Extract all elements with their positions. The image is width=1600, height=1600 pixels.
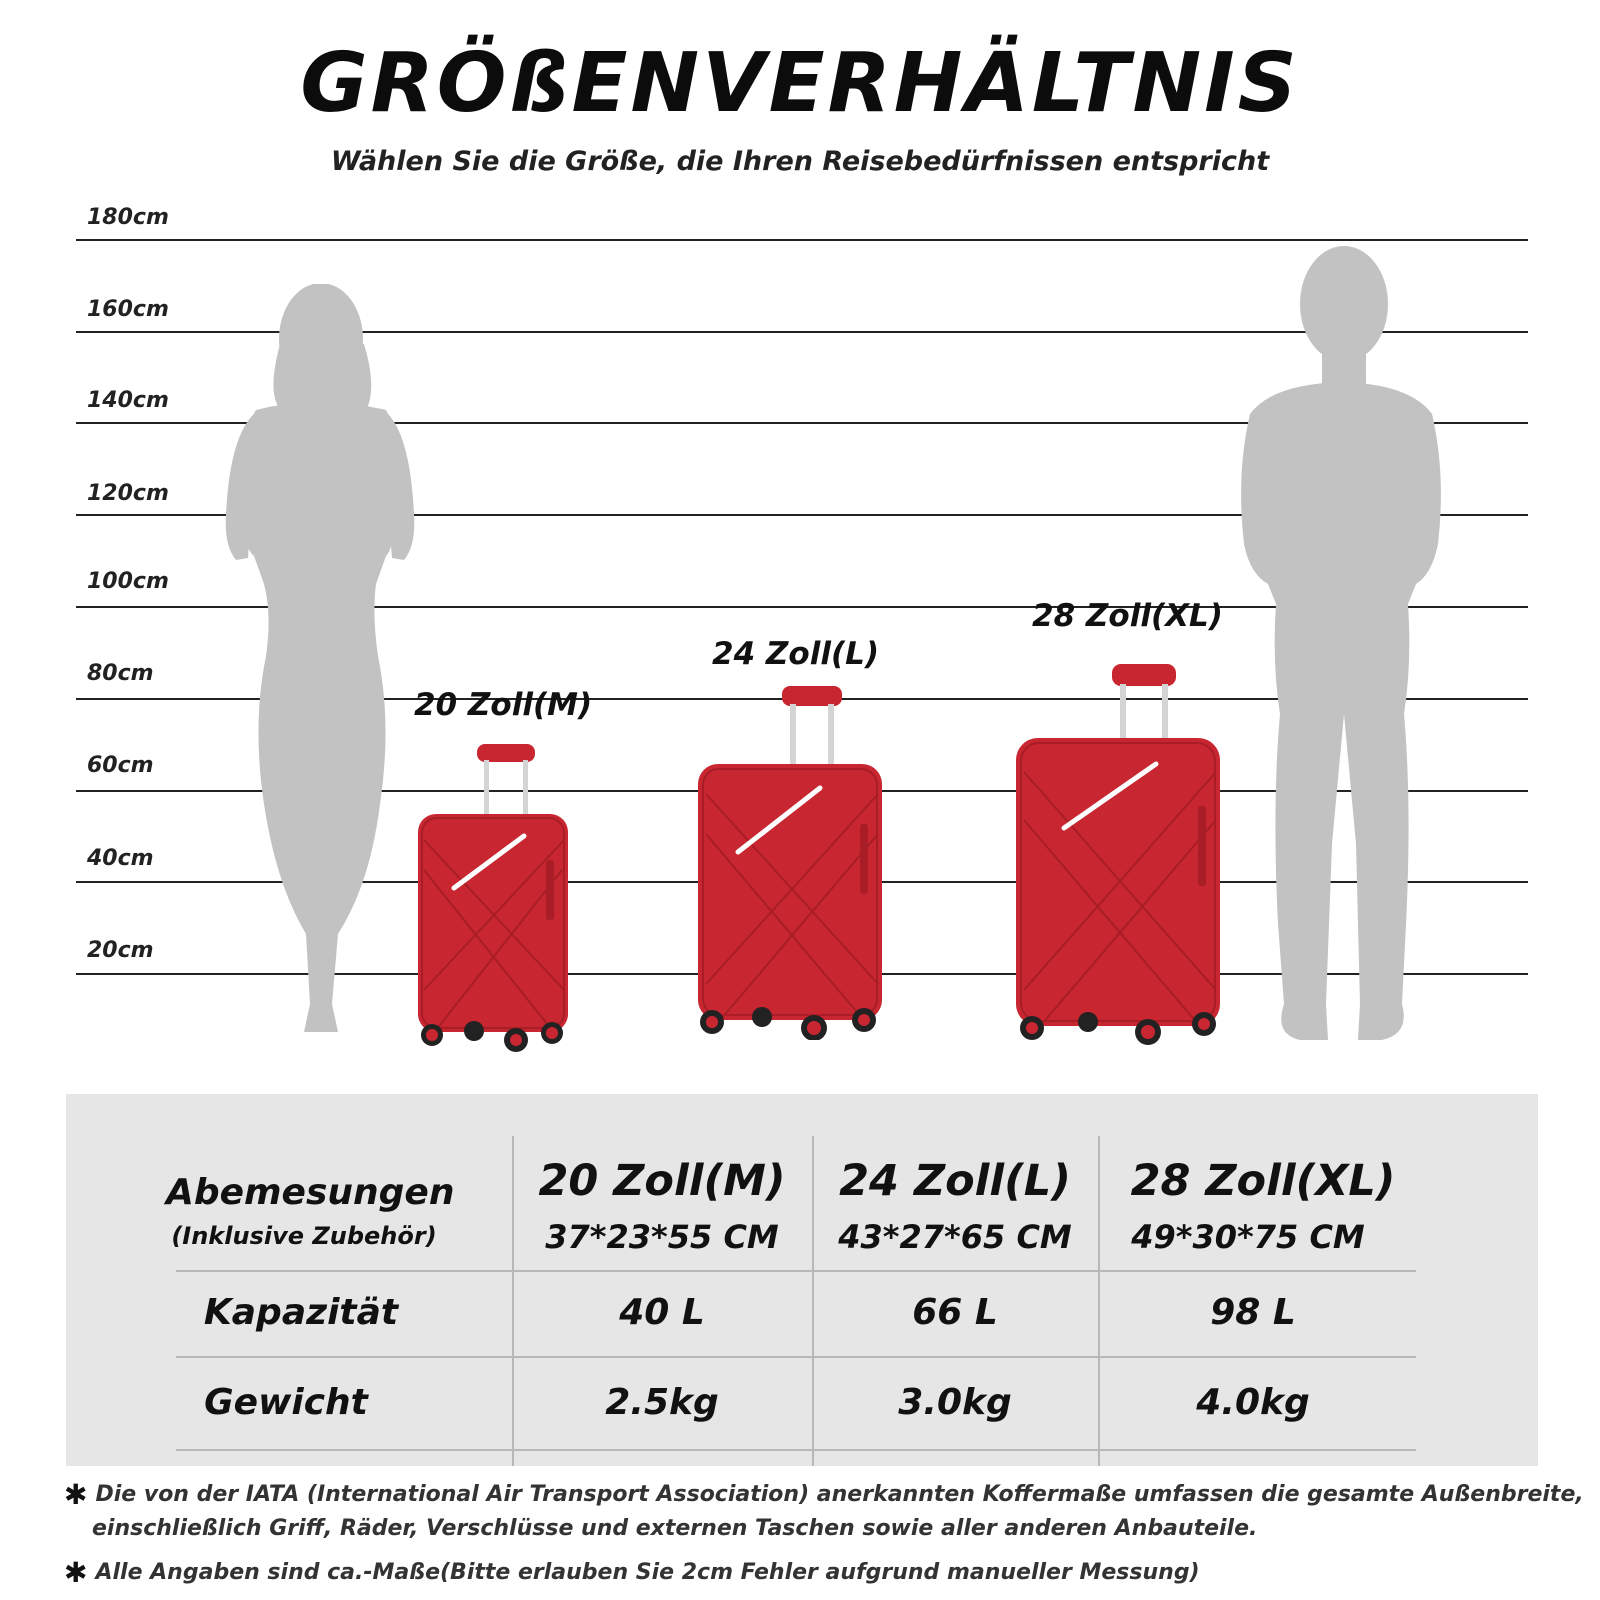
scale-label-60: 60cm [87,753,154,778]
scale-line-180 [76,239,1528,241]
scale-label-20: 20cm [87,938,154,963]
dimensions-xl: 49*30*75 CM [1131,1218,1365,1256]
suitcase-icon [692,684,888,1040]
column-header-xl: 28 Zoll(XL) [1130,1156,1396,1206]
footnote-iata: ✱ Die von der IATA (International Air Transport Association) anerkannten Koffermaße umfassen die gesamte Außenbreite, einschließlich Griff, Räder, Verschlüsse und externen Taschen sowie aller anderen Anbauteile. [64,1478,1584,1541]
suitcase-label-m: 20 Zoll(M) [414,687,593,723]
weight-xl: 4.0kg [1196,1382,1310,1423]
column-header-m: 20 Zoll(M) [538,1156,786,1206]
dimensions-header: Abemesungen [166,1172,455,1213]
suitcase-icon [412,740,572,1052]
scale-label-100: 100cm [87,569,169,594]
spec-table [66,1094,1538,1466]
dimensions-l: 43*27*65 CM [838,1218,1072,1256]
page-title: GRÖßENVERHÄLTNIS [300,36,1300,131]
man-silhouette-icon [1232,244,1450,1052]
scale-label-140: 140cm [87,388,169,413]
capacity-l: 66 L [912,1292,998,1333]
scale-label-40: 40cm [87,846,154,871]
table-row-divider [176,1356,1416,1358]
weight-m: 2.5kg [605,1382,719,1423]
scale-label-120: 120cm [87,481,169,506]
capacity-xl: 98 L [1210,1292,1296,1333]
woman-silhouette-icon [220,284,416,1048]
scale-label-160: 160cm [87,297,169,322]
weight-label: Gewicht [204,1382,368,1423]
column-header-l: 24 Zoll(L) [839,1156,1071,1206]
asterisk-icon: ✱ [64,1556,88,1589]
suitcase-label-xl: 28 Zoll(XL) [1032,598,1223,634]
dimensions-subheader: (Inklusive Zubehör) [171,1222,437,1250]
capacity-m: 40 L [619,1292,705,1333]
table-row-divider [176,1449,1416,1451]
scale-label-180: 180cm [87,205,169,230]
table-row-divider [176,1270,1416,1272]
suitcase-icon [1008,660,1226,1050]
footnote-tolerance: ✱ Alle Angaben sind ca.-Maße(Bitte erlauben Sie 2cm Fehler aufgrund manueller Messung) [64,1556,1200,1589]
capacity-label: Kapazität [203,1292,399,1333]
dimensions-m: 37*23*55 CM [545,1218,779,1256]
scale-label-80: 80cm [87,661,154,686]
suitcase-label-l: 24 Zoll(L) [712,636,880,672]
weight-l: 3.0kg [898,1382,1012,1423]
page-subtitle: Wählen Sie die Größe, die Ihren Reisebedürfnissen entspricht [330,146,1270,177]
asterisk-icon: ✱ [64,1478,88,1511]
